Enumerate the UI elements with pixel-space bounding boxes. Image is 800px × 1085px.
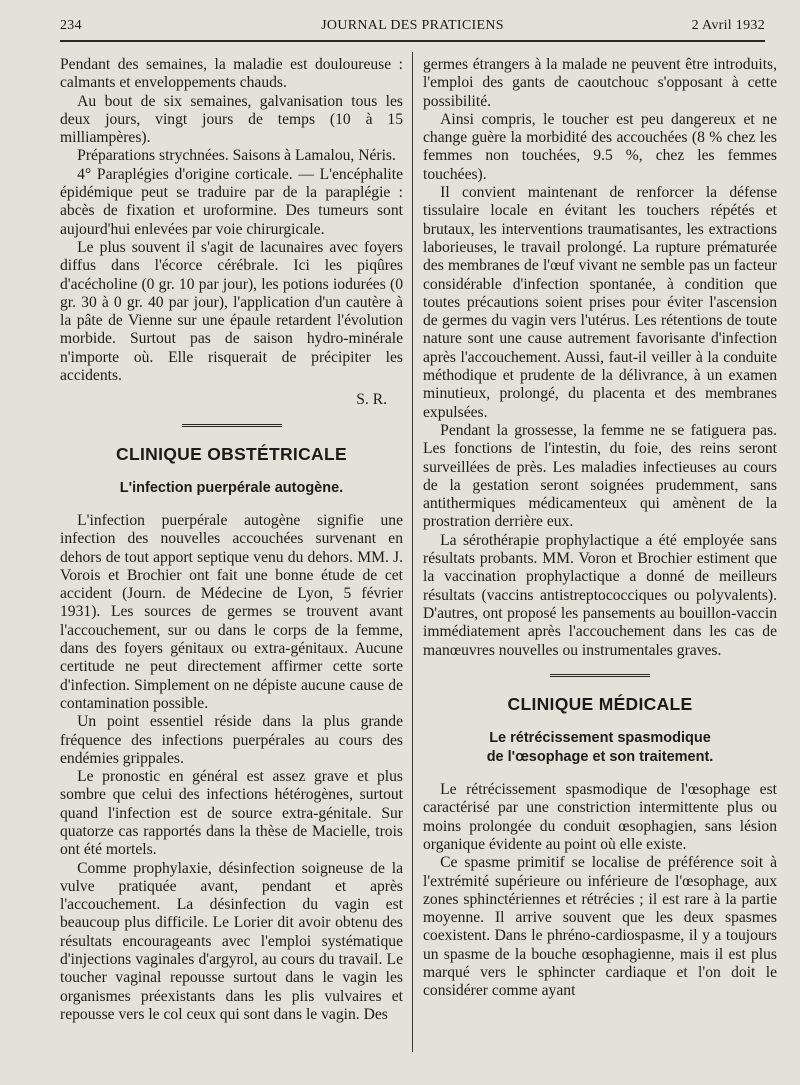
right-column <box>423 56 777 1001</box>
journal-title: JOURNAL DES PRATICIENS <box>321 18 504 33</box>
paragraph: Un point essentiel réside dans la plus grande fréquence des infections puerpérales au cours des endémies grippales. <box>60 713 403 767</box>
paragraph: Préparations strychnées. Saisons à Lamalou, Néris. <box>77 147 396 165</box>
paragraph: Pendant la grossesse, la femme ne se fatiguera pas. Les fonctions de l'intestin, du foie, des reins seront surveillées de près. Les maladies infectieuses au cours de la gestation seront soignées prudemment, sans antithermiques médicamenteux qui amènent de la prostration derrière eux. <box>423 421 777 531</box>
article-title-oesophage <box>423 729 777 767</box>
page-header <box>60 18 765 42</box>
section-title-obstetrique: CLINIQUE OBSTÉTRICALE <box>116 443 347 464</box>
paragraph: Le pronostic en général est assez grave et plus sombre que celui des infections hétérogènes, surtout quand l'infection est de source extra-génitale. Sur quatorze cas rapportés dans la thèse de Macielle, trois ont été mortels. <box>60 768 403 859</box>
paragraph: La sérothérapie prophylactique a été employée sans résultats probants. MM. Voron et Brochier estiment que la vaccination prophylactique a donné de meilleurs résultats (vaccins antistreptococciques ou polyvalents). D'autres, ont proposé les pansements au bouillon-vaccin immédiatement après l'accouchement dans les cas de manœuvres nouvelles ou instrumentales graves. <box>423 531 777 659</box>
paragraph: 4° Paraplégies d'origine corticale. — L'encéphalite épidémique peut se traduire par de la paraplégie : abcès de fixation et uroformine. Des tumeurs sont aujourd'hui enlevées par voie chirurgicale. <box>60 165 403 238</box>
article-title-infection: L'infection puerpérale autogène. <box>119 479 344 496</box>
paragraph: Comme prophylaxie, désinfection soigneuse de la vulve pratiquée avant, pendant et après l'accouchement. La désinfection du vagin est beaucoup plus difficile. Le Lorier dit avoir obtenu des résultats encourageants avec l'emploi systématique d'injections vaginales d'argyrol, au cours du travail. Le toucher vaginal repousse surtout dans le vagin les organismes préexistants dans les plis vulvaires et repousse vers le col ceux qui sont dans le vagin. Des <box>60 859 403 1023</box>
paragraph: Le plus souvent il s'agit de lacunaires avec foyers diffus dans l'écorce cérébrale. Ici les piqûres d'acécholine (0 gr. 10 par jour), les potions iodurées (0 gr. 30 à 0 gr. 40 par jour), l'application d'un cautère à la pâte de Vienne sur une épaule retardent l'évolution morbide. Surtout pas de saison hydro-minérale n'importe où. Elle risquerait de précipiter les accidents. <box>60 238 403 385</box>
page-number: 234 <box>60 18 82 33</box>
paragraph: Ce spasme primitif se localise de préférence soit à l'extrémité supérieure ou inférieure de l'œsophage, aux zones sphinctériennes et rétrécies ; il est rare à la partie moyenne. Il arrive souvent que les deux spasmes coexistent. Dans le phréno-cardiospasme, il y a toujours un spasme de la bouche œsophagienne, mais il est plus marqué vers le sphincter cardiaque et l'on doit le considérer comme ayant <box>423 854 777 1000</box>
left-column <box>60 56 403 1024</box>
paragraph: Le rétrécissement spasmodique de l'œsophage est caractérisé par une constriction intermittente plus ou moins prolongée du conduit œsophagien, sans lésion organique évidente au point où elle existe. <box>423 781 777 853</box>
article-title-line-1: Le rétrécissement spasmodique <box>489 730 711 747</box>
paragraph: Il convient maintenant de renforcer la défense tissulaire locale en évitant les touchers répétés et brutaux, les interventions traumatisantes, les extractions laborieuses, le travail prolongé. La rupture prématurée des membranes de l'œuf vivant ne semble pas un facteur considérable d'infection spontanée, à condition que toutes précautions soient prises pour éviter l'ascension de germes du vagin vers l'utérus. Les rétentions de toute nature sont une cause autrement favorisante d'infection après l'accouchement. Aussi, faut-il veiller à la conduite méthodique et prudente de la délivrance, à un examen minutieux, prolongé, du placenta et des membranes expulsées. <box>423 184 777 421</box>
article-title-line-2: de l'œsophage et son traitement. <box>486 749 714 766</box>
paragraph: L'infection puerpérale autogène signifie une infection des nouvelles accouchées survenant en dehors de tout apport septique venu du dehors. MM. J. Vorois et Brochier ont fait une bonne étude de cet accident (Journ. de Médecine de Lyon, 5 février 1931). Les sources de germes se trouvent avant l'accouchement, sur ou dans le corps de la femme, dans des foyers génitaux ou extra-génitaux. Aucune certitude ne peut directement affirmer cette sorte d'infection. Simplement on ne dépiste aucune cause de contamination possible. <box>60 511 403 712</box>
issue-date: 2 Avril 1932 <box>691 18 765 33</box>
author-signature: S. R. <box>356 391 387 409</box>
paragraph: Pendant des semaines, la maladie est douloureuse : calmants et enveloppements chauds. <box>60 56 403 92</box>
section-rule <box>550 674 650 679</box>
column-divider <box>412 52 413 1052</box>
paragraph: germes étrangers à la malade ne peuvent être introduits, l'emploi des gants de caoutchouc s'opposant à cette possibilité. <box>423 56 777 110</box>
section-title-medicale: CLINIQUE MÉDICALE <box>507 693 693 714</box>
paragraph: Au bout de six semaines, galvanisation tous les deux jours, vingt jours de temps (10 à 15 milliampères). <box>60 92 403 147</box>
paragraph: Ainsi compris, le toucher est peu dangereux et ne change guère la morbidité des accouchées (8 % chez les femmes non touchées, 9.5 %, chez les femmes touchées). <box>423 110 777 183</box>
section-rule <box>182 424 282 429</box>
